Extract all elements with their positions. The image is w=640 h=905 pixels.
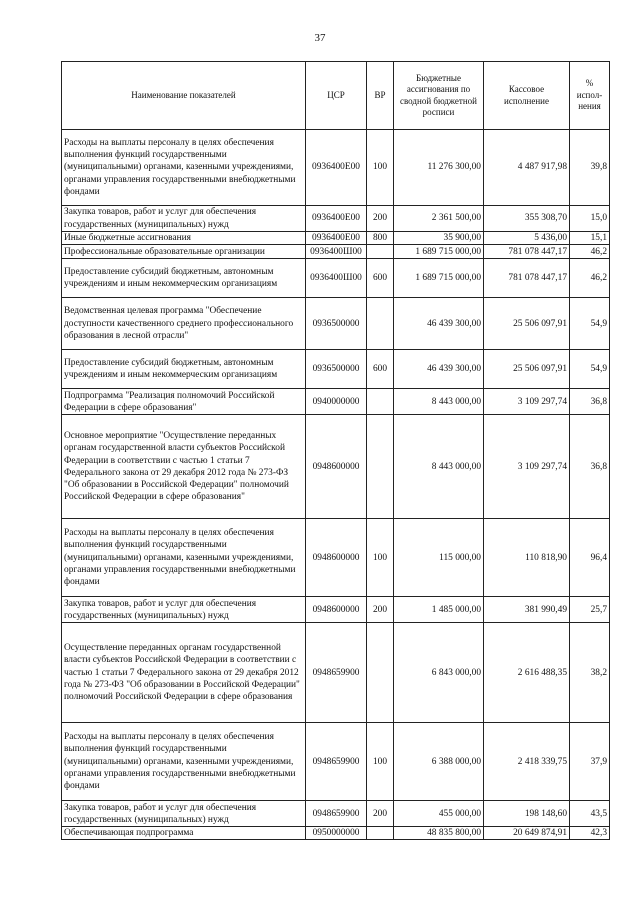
row-csr: 0936400Е00	[306, 206, 367, 232]
table-row	[62, 298, 610, 350]
row-pct: 96,4	[570, 519, 610, 597]
row-cash: 781 078 447,17	[484, 245, 570, 259]
row-budget: 1 485 000,00	[394, 597, 484, 623]
row-name: Иные бюджетные ассигнования	[62, 232, 306, 245]
row-pct: 36,8	[570, 415, 610, 519]
row-vr	[367, 298, 394, 350]
row-name: Расходы на выплаты персоналу в целях обеспечения выполнения функций государственными (муниципальными) органами, казенными учреждениями, органами управления государственными внебюджетными фондами	[62, 130, 306, 206]
row-budget: 115 000,00	[394, 519, 484, 597]
row-vr: 200	[367, 206, 394, 232]
row-name: Основное мероприятие "Осуществление переданных органам государственной власти субъектов Российской Федерации в соответствии с частью 1 статьи 7 Федерального закона от 29 декабря 2012 года № 273-ФЗ "Об образовании в Российской Федерации" полномочий Российской Федерации в сфере образования"	[62, 415, 306, 519]
row-name: Закупка товаров, работ и услуг для обеспечения государственных (муниципальных) нужд	[62, 597, 306, 623]
row-cash: 381 990,49	[484, 597, 570, 623]
row-budget: 1 689 715 000,00	[394, 245, 484, 259]
row-csr: 0936500000	[306, 350, 367, 389]
row-pct: 36,8	[570, 389, 610, 415]
header-pct: % испол-нения	[570, 62, 610, 130]
row-cash: 781 078 447,17	[484, 259, 570, 298]
row-budget: 35 900,00	[394, 232, 484, 245]
row-vr: 800	[367, 232, 394, 245]
row-cash: 4 487 917,98	[484, 130, 570, 206]
row-budget: 8 443 000,00	[394, 415, 484, 519]
budget-execution-table	[61, 61, 610, 840]
table-header-row	[62, 62, 610, 130]
table-row	[62, 232, 610, 245]
row-vr: 200	[367, 597, 394, 623]
row-cash: 25 506 097,91	[484, 298, 570, 350]
row-csr: 0936400Е00	[306, 232, 367, 245]
row-name: Осуществление переданных органам государственной власти субъектов Российской Федерации в соответствии с частью 1 статьи 7 Федерального закона от 29 декабря 2012 года № 273-ФЗ "Об образовании в Российской Федерации" полномочий Российской Федерации в сфере образования	[62, 623, 306, 723]
row-cash: 2 616 488,35	[484, 623, 570, 723]
row-budget: 2 361 500,00	[394, 206, 484, 232]
row-vr	[367, 389, 394, 415]
row-vr: 600	[367, 350, 394, 389]
table-row	[62, 206, 610, 232]
header-budget: Бюджетные ассигнования по сводной бюджетной росписи	[394, 62, 484, 130]
row-pct: 15,1	[570, 232, 610, 245]
row-csr: 0936400Ш00	[306, 259, 367, 298]
row-csr: 0936400Е00	[306, 130, 367, 206]
row-vr: 100	[367, 519, 394, 597]
row-csr: 0936400Ш00	[306, 245, 367, 259]
row-csr: 0940000000	[306, 389, 367, 415]
row-pct: 37,9	[570, 723, 610, 801]
table-row	[62, 827, 610, 840]
row-pct: 15,0	[570, 206, 610, 232]
row-name: Обеспечивающая подпрограмма	[62, 827, 306, 840]
row-pct: 46,2	[570, 259, 610, 298]
table-row	[62, 389, 610, 415]
row-csr: 0948659900	[306, 801, 367, 827]
header-csr: ЦСР	[306, 62, 367, 130]
row-vr	[367, 245, 394, 259]
row-name: Предоставление субсидий бюджетным, автономным учреждениям и иным некоммерческим организациям	[62, 350, 306, 389]
row-csr: 0948659900	[306, 623, 367, 723]
row-pct: 46,2	[570, 245, 610, 259]
table-row	[62, 245, 610, 259]
row-budget: 6 843 000,00	[394, 623, 484, 723]
row-csr: 0948600000	[306, 415, 367, 519]
table-row	[62, 130, 610, 206]
row-vr	[367, 415, 394, 519]
row-cash: 110 818,90	[484, 519, 570, 597]
row-csr: 0948600000	[306, 597, 367, 623]
row-budget: 6 388 000,00	[394, 723, 484, 801]
header-vr: ВР	[367, 62, 394, 130]
row-pct: 43,5	[570, 801, 610, 827]
table-row	[62, 350, 610, 389]
page-number: 37	[314, 32, 326, 44]
row-name: Закупка товаров, работ и услуг для обеспечения государственных (муниципальных) нужд	[62, 206, 306, 232]
table-row	[62, 519, 610, 597]
row-vr	[367, 623, 394, 723]
row-budget: 455 000,00	[394, 801, 484, 827]
row-budget: 48 835 800,00	[394, 827, 484, 840]
row-pct: 25,7	[570, 597, 610, 623]
table-row	[62, 415, 610, 519]
row-vr: 100	[367, 130, 394, 206]
row-cash: 25 506 097,91	[484, 350, 570, 389]
row-pct: 38,2	[570, 623, 610, 723]
row-name: Ведомственная целевая программа "Обеспечение доступности качественного среднего профессионального образования в лесной отрасли"	[62, 298, 306, 350]
row-cash: 2 418 339,75	[484, 723, 570, 801]
row-budget: 11 276 300,00	[394, 130, 484, 206]
header-name: Наименование показателей	[62, 62, 306, 130]
row-cash: 3 109 297,74	[484, 389, 570, 415]
table-row	[62, 623, 610, 723]
table-row	[62, 259, 610, 298]
row-cash: 355 308,70	[484, 206, 570, 232]
row-csr: 0936500000	[306, 298, 367, 350]
row-pct: 54,9	[570, 298, 610, 350]
row-vr: 200	[367, 801, 394, 827]
row-csr: 0948600000	[306, 519, 367, 597]
row-csr: 0948659900	[306, 723, 367, 801]
row-budget: 46 439 300,00	[394, 298, 484, 350]
row-name: Расходы на выплаты персоналу в целях обеспечения выполнения функций государственными (муниципальными) органами, казенными учреждениями, органами управления государственными внебюджетными фондами	[62, 723, 306, 801]
table-row	[62, 723, 610, 801]
row-name: Расходы на выплаты персоналу в целях обеспечения выполнения функций государственными (муниципальными) органами, казенными учреждениями, органами управления государственными внебюджетными фондами	[62, 519, 306, 597]
row-name: Предоставление субсидий бюджетным, автономным учреждениям и иным некоммерческим организациям	[62, 259, 306, 298]
row-pct: 39,8	[570, 130, 610, 206]
row-cash: 20 649 874,91	[484, 827, 570, 840]
table-row	[62, 597, 610, 623]
row-budget: 46 439 300,00	[394, 350, 484, 389]
row-cash: 198 148,60	[484, 801, 570, 827]
row-budget: 1 689 715 000,00	[394, 259, 484, 298]
row-name: Подпрограмма "Реализация полномочий Российской Федерации в сфере образования"	[62, 389, 306, 415]
row-cash: 3 109 297,74	[484, 415, 570, 519]
row-pct: 54,9	[570, 350, 610, 389]
row-vr: 100	[367, 723, 394, 801]
header-cash: Кассовое исполнение	[484, 62, 570, 130]
row-budget: 8 443 000,00	[394, 389, 484, 415]
row-vr	[367, 827, 394, 840]
table-row	[62, 801, 610, 827]
row-vr: 600	[367, 259, 394, 298]
row-name: Профессиональные образовательные организации	[62, 245, 306, 259]
row-name: Закупка товаров, работ и услуг для обеспечения государственных (муниципальных) нужд	[62, 801, 306, 827]
row-csr: 0950000000	[306, 827, 367, 840]
row-pct: 42,3	[570, 827, 610, 840]
row-cash: 5 436,00	[484, 232, 570, 245]
